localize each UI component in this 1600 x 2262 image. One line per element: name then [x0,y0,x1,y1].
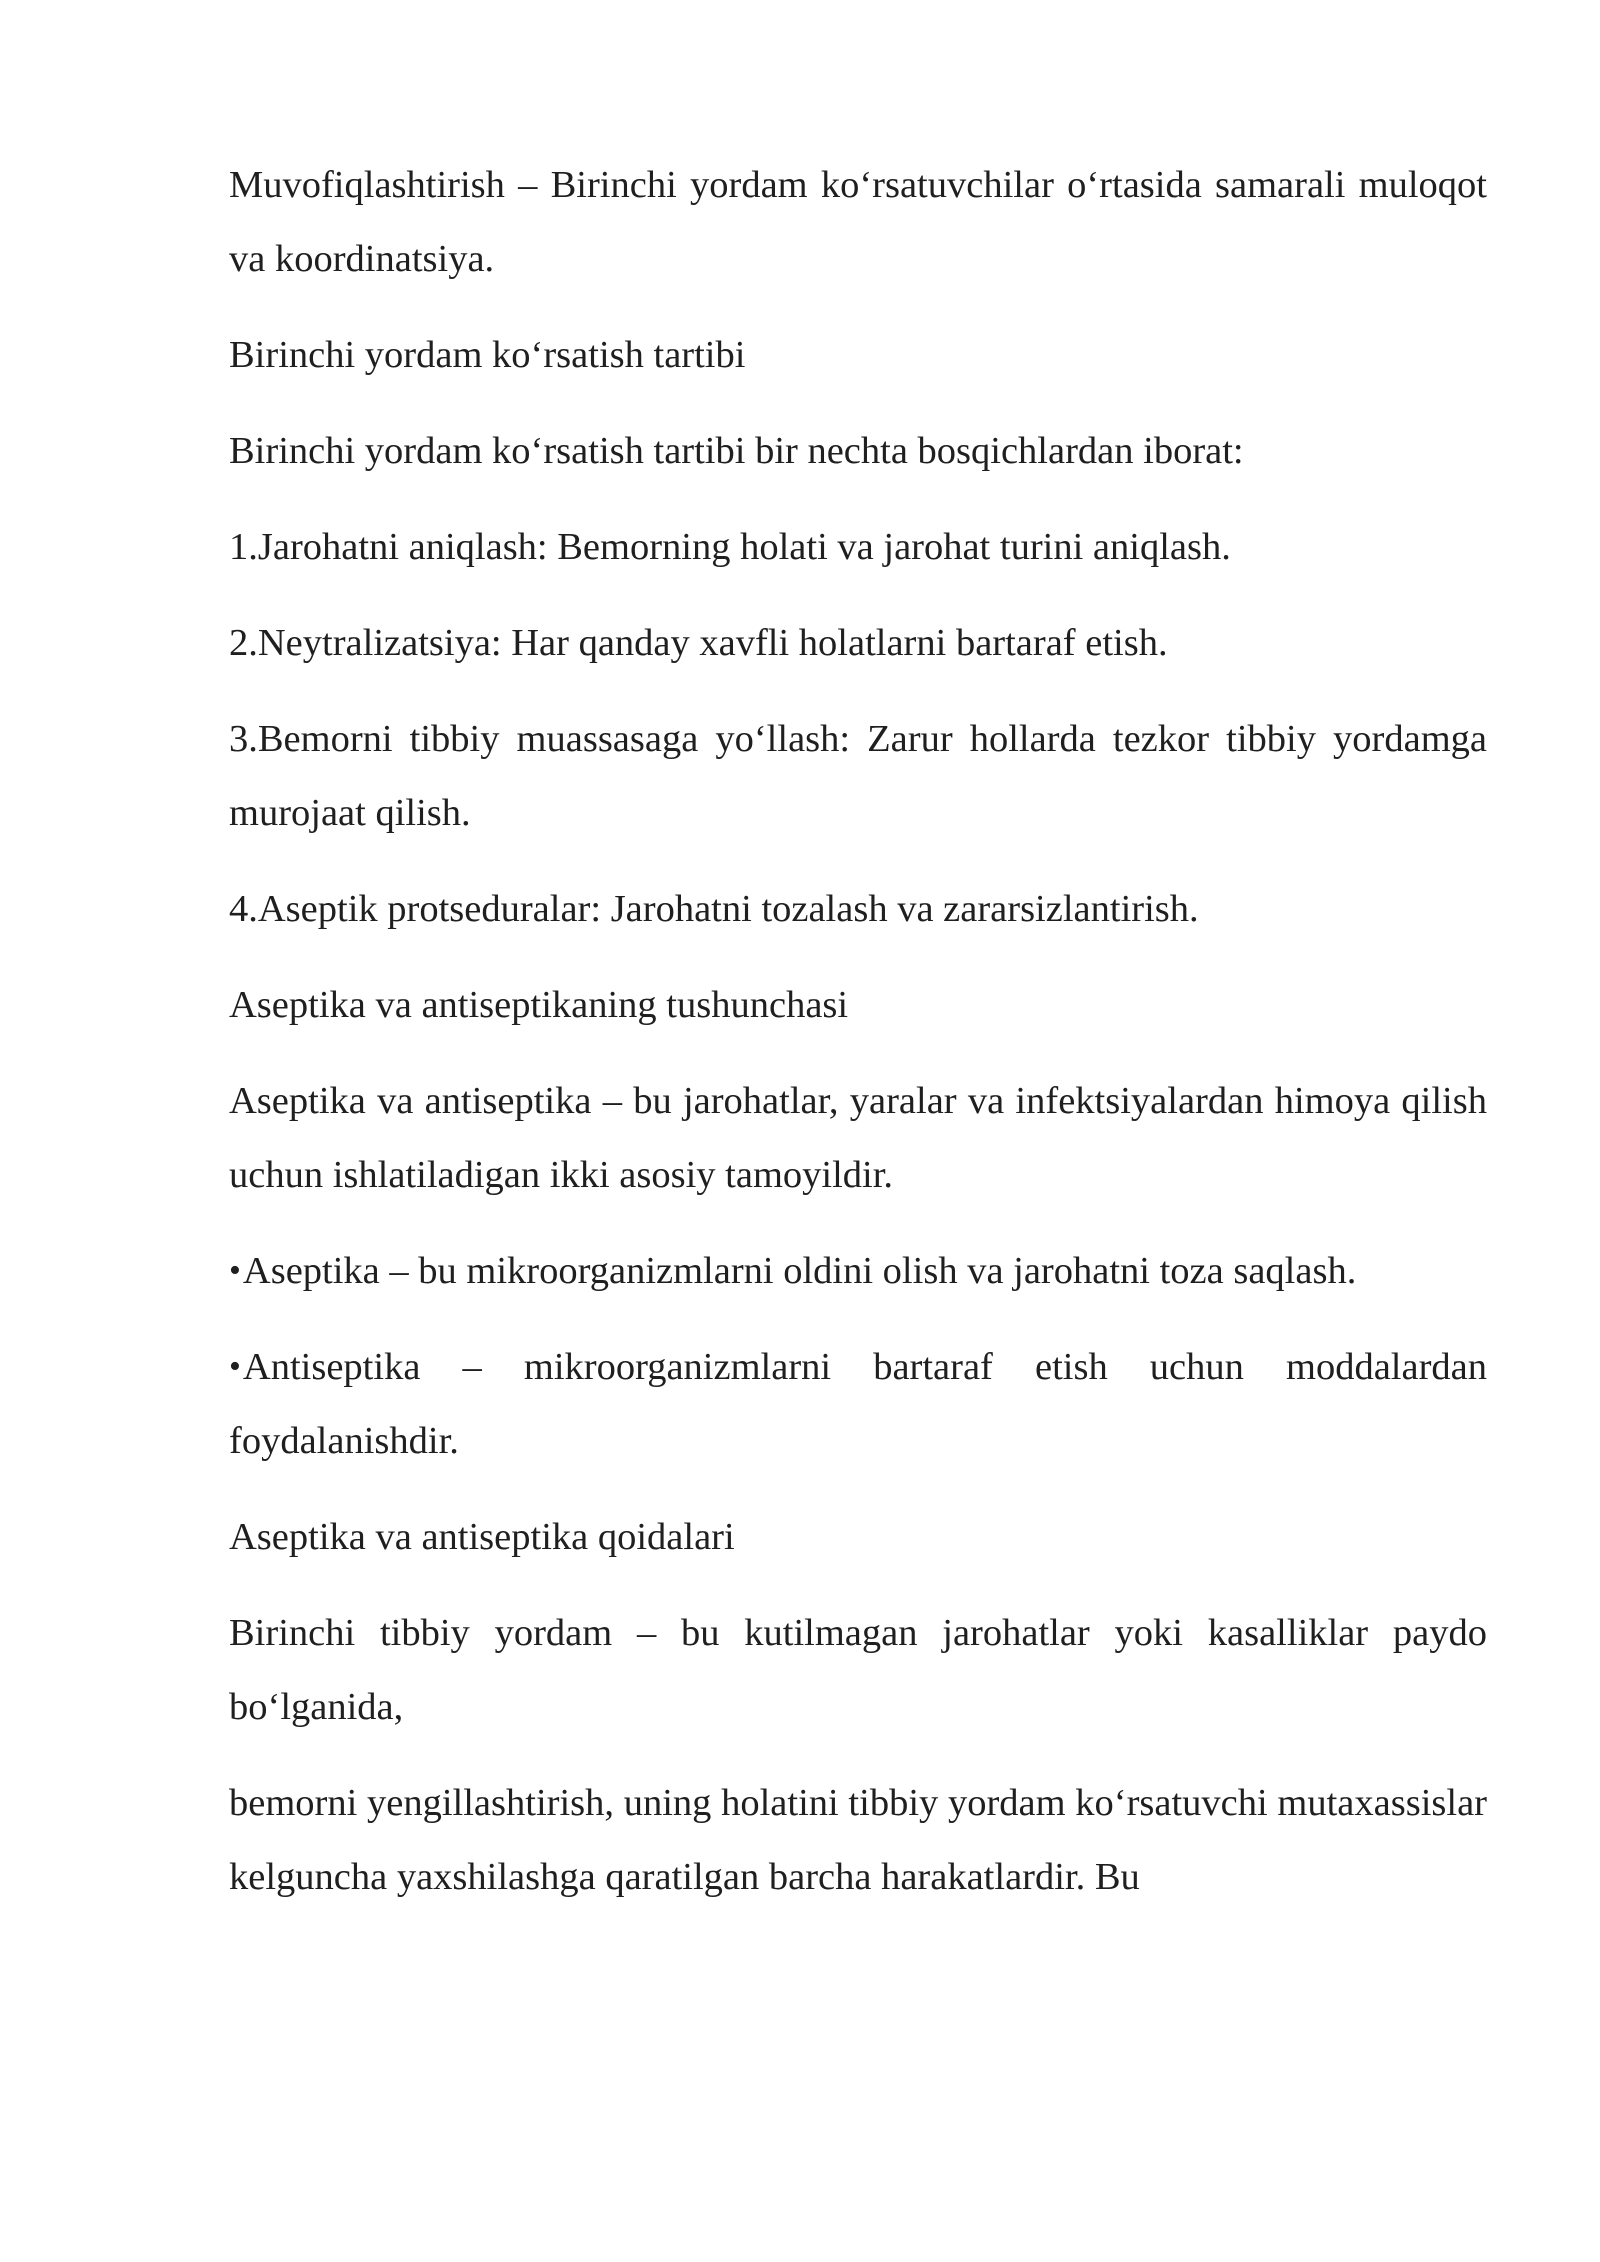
paragraph-procedure-intro [229,414,1487,488]
heading-first-aid-procedure [229,318,1487,392]
list-item-2 [229,606,1487,680]
heading-asepsis-rules [229,1500,1487,1574]
list-item-1 [229,510,1487,584]
list-item-4 [229,872,1487,946]
heading-text: Birinchi yordam ko‘rsatish tartibi [229,334,746,376]
paragraph-text: bemorni yengillashtirish, uning holatini tibbiy yordam ko‘rsatuvchi mutaxassislar kelguncha yaxshilashga qaratilgan barcha harakatlardir. Bu [229,1782,1487,1898]
bullet-item-antisepsis [229,1330,1487,1478]
paragraph-asepsis-definition [229,1064,1487,1212]
paragraph-text: Birinchi yordam ko‘rsatish tartibi bir nechta bosqichlardan iborat: [229,430,1244,472]
bullet-item-text: Antiseptika – mikroorganizmlarni bartaraf etish uchun moddalardan foydalanishdir. [229,1346,1487,1462]
list-item-text: 2.Neytralizatsiya: Har qanday xavfli holatlarni bartaraf etish. [229,622,1168,664]
list-item-text: 1.Jarohatni aniqlash: Bemorning holati va jarohat turini aniqlash. [229,526,1231,568]
paragraph-first-aid-definition [229,1596,1487,1744]
paragraph-text: Birinchi tibbiy yordam – bu kutilmagan jarohatlar yoki kasalliklar paydo bo‘lganida, [229,1612,1487,1728]
bullet-item-text: Aseptika – bu mikroorganizmlarni oldini olish va jarohatni toza saqlash. [242,1250,1357,1292]
heading-asepsis-concept [229,968,1487,1042]
list-item-text: 3.Bemorni tibbiy muassasaga yo‘llash: Zarur hollarda tezkor tibbiy yordamga murojaat qilish. [229,718,1487,834]
paragraph-text: Aseptika va antiseptika – bu jarohatlar, yaralar va infektsiyalardan himoya qilish uchun ishlatiladigan ikki asosiy tamoyildir. [229,1080,1487,1196]
heading-text: Aseptika va antiseptika qoidalari [229,1516,735,1558]
document-page [229,148,1487,1936]
paragraph-coordination [229,148,1487,296]
heading-text: Aseptika va antiseptikaning tushunchasi [229,984,849,1026]
bullet-item-asepsis [229,1234,1487,1308]
paragraph-text: Muvofiqlashtirish – Birinchi yordam ko‘rsatuvchilar o‘rtasida samarali muloqot va koordinatsiya. [229,164,1487,280]
list-item-text: 4.Aseptik protseduralar: Jarohatni tozalash va zararsizlantirish. [229,888,1199,930]
bullet-icon: • [229,1348,241,1385]
paragraph-first-aid-continuation [229,1766,1487,1914]
list-item-3 [229,702,1487,850]
bullet-icon: • [229,1252,241,1289]
